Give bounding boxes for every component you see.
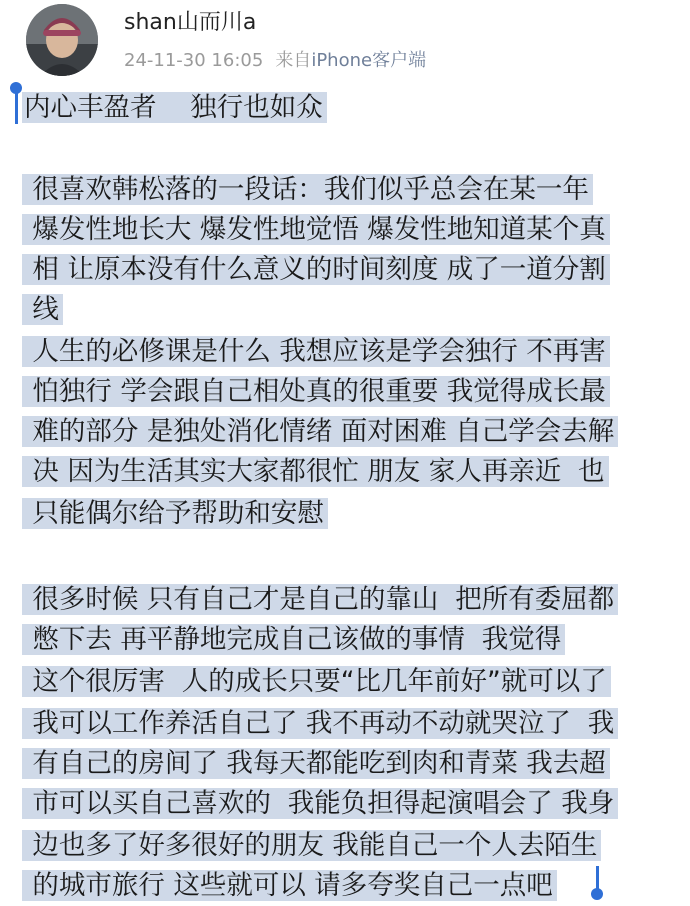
post-source-client[interactable]: iPhone客户端	[311, 50, 427, 71]
body-line: 很多时候 只有自己才是自己的靠山 把所有委屈都	[22, 580, 618, 620]
body-line: 线	[22, 290, 63, 330]
body-line: 只能偶尔给予帮助和安慰	[22, 494, 328, 534]
body-line: 市可以买自己喜欢的 我能负担得起演唱会了 我身	[22, 784, 618, 824]
body-line: 怕独行 学会跟自己相处真的很重要 我觉得成长最	[22, 372, 610, 412]
post-source-prefix: 来自	[275, 50, 312, 71]
body-line: 这个很厉害 人的成长只要“比几年前好”就可以了	[22, 662, 611, 702]
username[interactable]: shan山而川a	[124, 10, 257, 35]
body-line: 有自己的房间了 我每天都能吃到肉和青菜 我去超	[22, 744, 610, 784]
post-meta	[124, 48, 426, 74]
selection-end-handle[interactable]	[592, 866, 606, 898]
body-line: 很喜欢韩松落的一段话：我们似乎总会在某一年	[22, 170, 593, 210]
user-avatar[interactable]	[26, 4, 98, 76]
post-timestamp: 24-11-30 16:05	[124, 50, 264, 71]
body-line: 憋下去 再平静地完成自己该做的事情 我觉得	[22, 620, 565, 660]
body-line: 内心丰盈者 独行也如众	[22, 88, 327, 128]
body-line: 爆发性地长大 爆发性地觉悟 爆发性地知道某个真	[22, 210, 610, 250]
post-header	[0, 0, 690, 84]
body-line: 相 让原本没有什么意义的时间刻度 成了一道分割	[22, 250, 610, 290]
body-line: 我可以工作养活自己了 我不再动不动就哭泣了 我	[22, 704, 618, 744]
body-line: 难的部分 是独处消化情绪 面对困难 自己学会去解	[22, 412, 618, 452]
body-line: 人生的必修课是什么 我想应该是学会独行 不再害	[22, 332, 610, 372]
body-line: 边也多了好多很好的朋友 我能自己一个人去陌生	[22, 826, 601, 866]
body-line: 决 因为生活其实大家都很忙 朋友 家人再亲近 也	[22, 452, 609, 492]
body-line: 的城市旅行 这些就可以 请多夸奖自己一点吧	[22, 866, 557, 906]
